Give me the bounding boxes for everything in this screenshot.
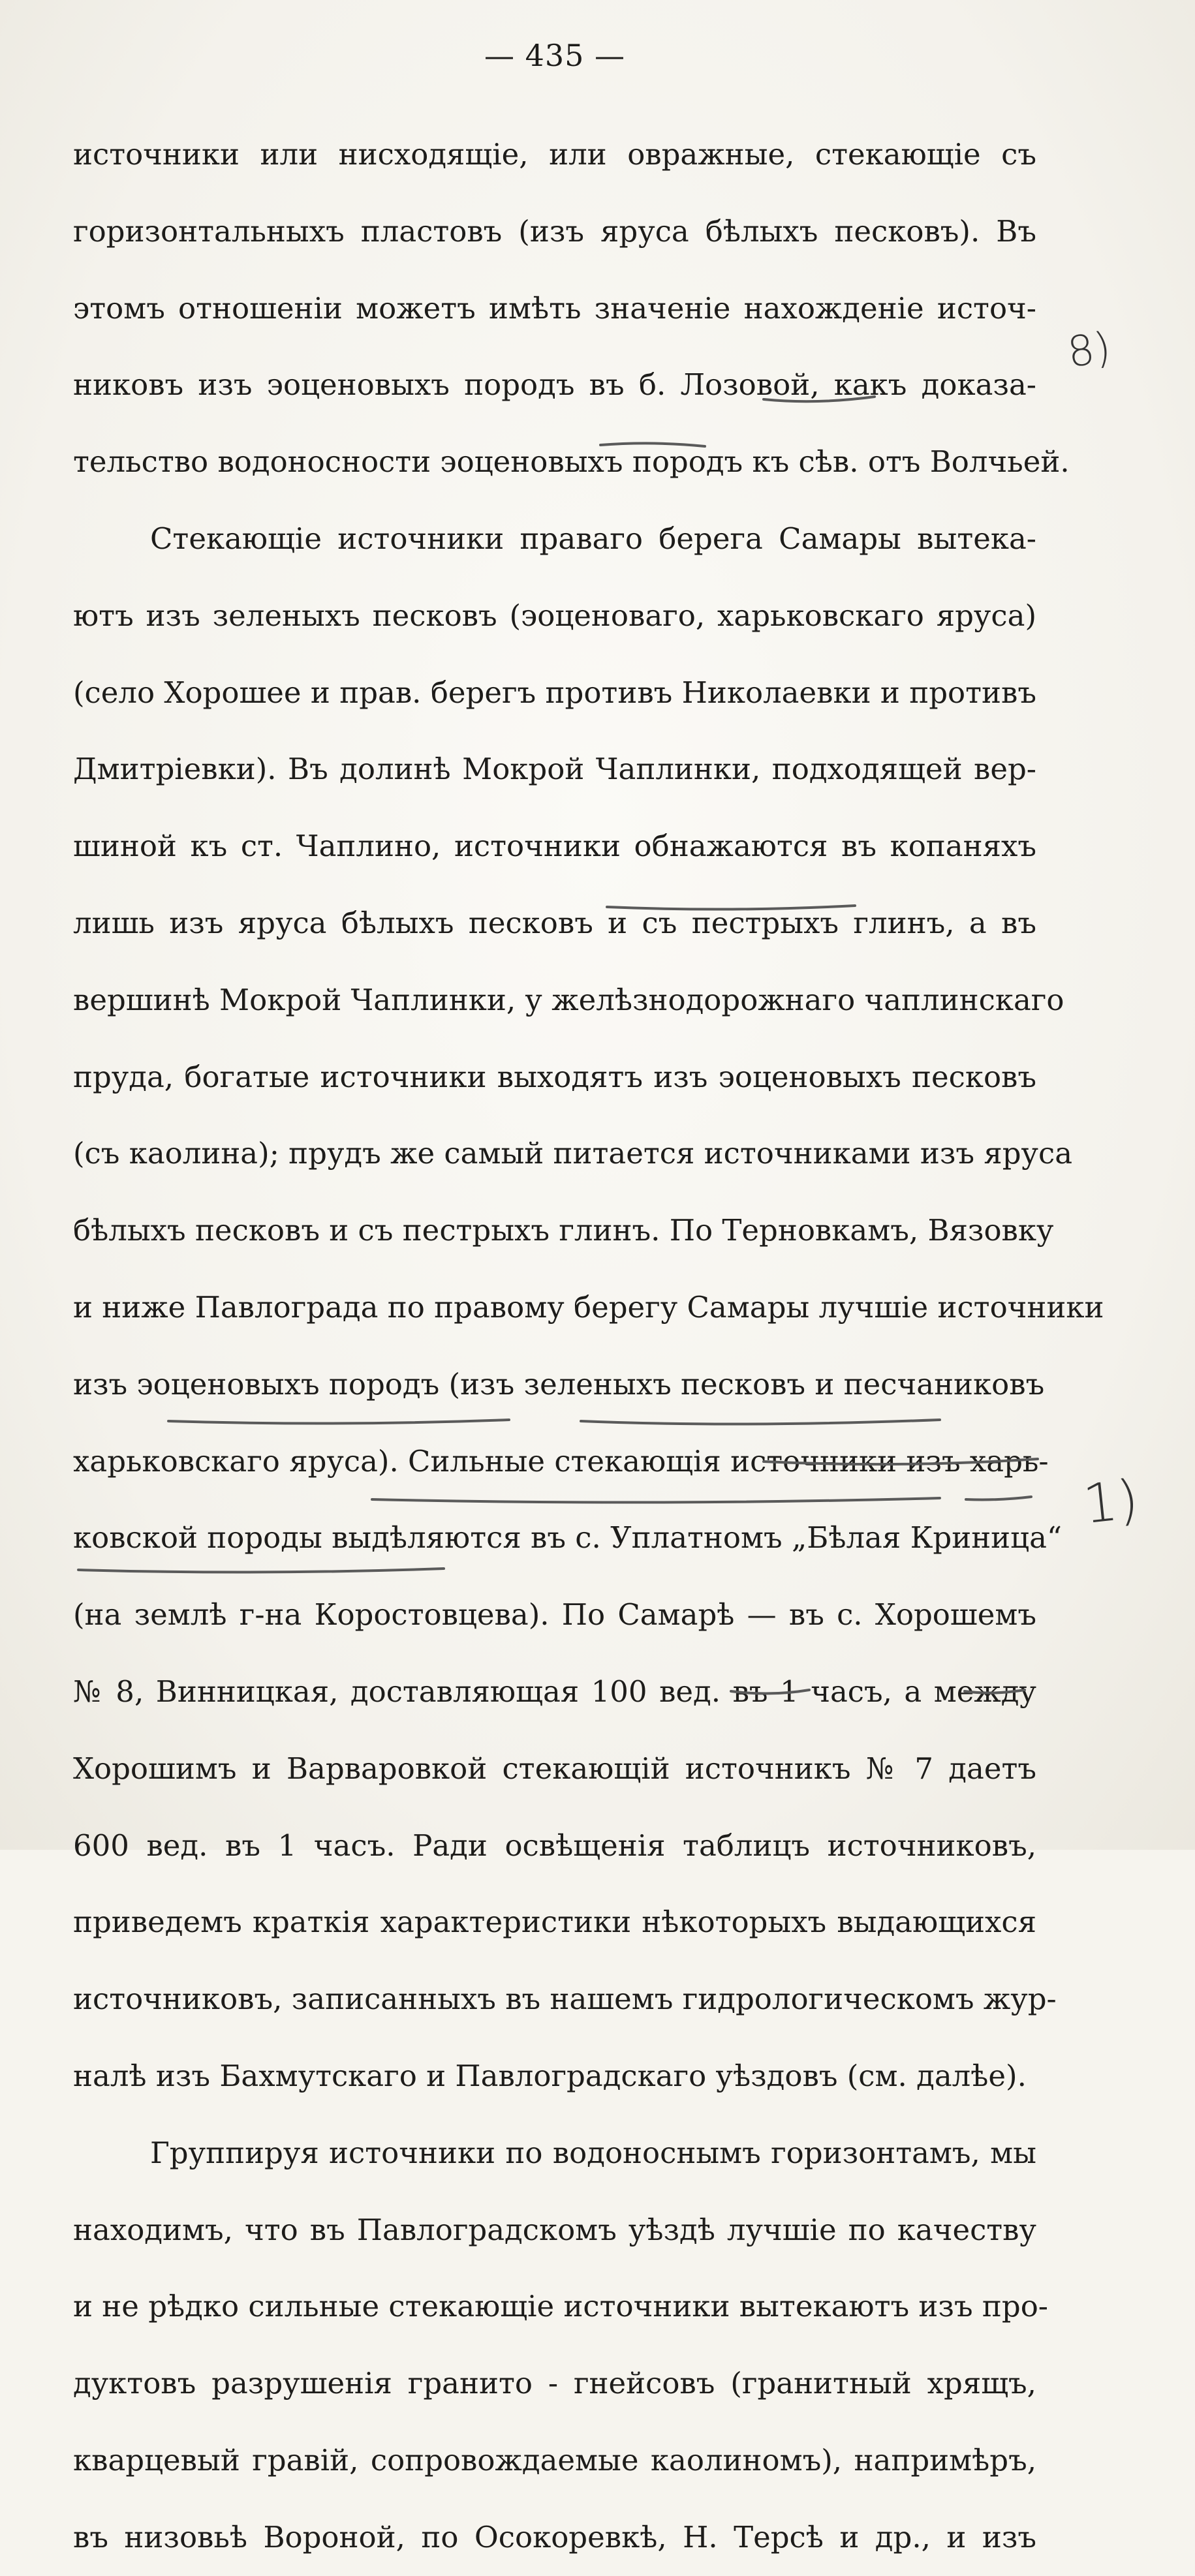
text-line: (на землѣ г-на Коростовцева). По Самарѣ — въ с. Хорошемъ (73, 1597, 1036, 1633)
text-line: 600 вед. въ 1 часъ. Ради освѣщенія таблицъ источниковъ, (73, 1828, 1036, 1863)
page-number: — 435 — (484, 38, 626, 73)
text-line: никовъ изъ эоценовыхъ породъ въ б. Лозовой, какъ доказа- (73, 367, 1036, 403)
text-line: ютъ изъ зеленыхъ песковъ (эоценоваго, харьковскаго яруса) (73, 598, 1036, 633)
text-line: тельство водоносности эоценовыхъ породъ къ сѣв. отъ Волчьей. (73, 444, 1070, 480)
text-line: источниковъ, записанныхъ въ нашемъ гидрологическомъ жур- (73, 1982, 1057, 2017)
text-line: шиной къ ст. Чаплино, источники обнажаются въ копаняхъ (73, 829, 1036, 864)
text-line: въ низовьѣ Вороной, по Осокоревкѣ, Н. Терсѣ и др., и изъ (73, 2519, 1036, 2554)
text-line: харьковскаго яруса). Сильные стекающія источники изъ харь- (73, 1443, 1049, 1479)
text-line: Группируя источники по водоноснымъ горизонтамъ, мы (150, 2135, 1036, 2170)
text-line: Стекающіе источники праваго берега Самары вытека- (150, 521, 1036, 556)
text-line: ковской породы выдѣляются въ с. Уплатномъ „Бѣлая Криница“ (73, 1520, 1062, 1556)
text-line: находимъ, что въ Павлоградскомъ уѣздѣ лучшіе по качеству (73, 2212, 1036, 2247)
text-line: изъ эоценовыхъ породъ (изъ зеленыхъ песковъ и песчаниковъ (73, 1366, 1045, 1402)
text-line: бѣлыхъ песковъ и съ пестрыхъ глинъ. По Терновкамъ, Вязовку (73, 1213, 1054, 1248)
text-line: пруда, богатые источники выходятъ изъ эоценовыхъ песковъ (73, 1059, 1036, 1094)
margin-note-1: 1) (1080, 1468, 1141, 1537)
body-text (73, 116, 1104, 2576)
text-line: Дмитріевки). Въ долинѣ Мокрой Чаплинки, подходящей вер- (73, 752, 1036, 787)
text-line: и ниже Павлограда по правому берегу Самары лучшіе источники (73, 1289, 1104, 1325)
text-line: (село Хорошее и прав. берегъ противъ Николаевки и противъ (73, 675, 1036, 710)
text-line: вершинѣ Мокрой Чаплинки, у желѣзнодорожнаго чаплинскаго (73, 982, 1064, 1017)
text-line: и не рѣдко сильные стекающіе источники вытекаютъ изъ про- (73, 2289, 1048, 2324)
text-line: приведемъ краткія характеристики нѣкоторыхъ выдающихся (73, 1905, 1036, 1940)
text-line: налѣ изъ Бахмутскаго и Павлоградскаго уѣздовъ (см. далѣе). (73, 2058, 1027, 2093)
text-line: кварцевый гравій, сопровождаемые каолиномъ), напримѣръ, (73, 2442, 1036, 2477)
text-line: № 8, Винницкая, доставляющая 100 вед. въ 1 часъ, а между (73, 1674, 1036, 1709)
text-line: этомъ отношеніи можетъ имѣть значеніе нахожденіе источ- (73, 290, 1036, 326)
text-line: Хорошимъ и Варваровкой стекающій источникъ № 7 даетъ (73, 1751, 1036, 1786)
text-line: лишь изъ яруса бѣлыхъ песковъ и съ пестрыхъ глинъ, а въ (73, 905, 1036, 940)
text-line: дуктовъ разрушенія гранито - гнейсовъ (гранитный хрящъ, (73, 2366, 1036, 2401)
text-line: источники или нисходящіе, или овражные, стекающіе съ (73, 137, 1036, 172)
text-line: (съ каолина); прудъ же самый питается источниками изъ яруса (73, 1136, 1073, 1171)
margin-note-8: 8) (1064, 323, 1114, 378)
text-line: горизонтальныхъ пластовъ (изъ яруса бѣлыхъ песковъ). Въ (73, 213, 1036, 249)
